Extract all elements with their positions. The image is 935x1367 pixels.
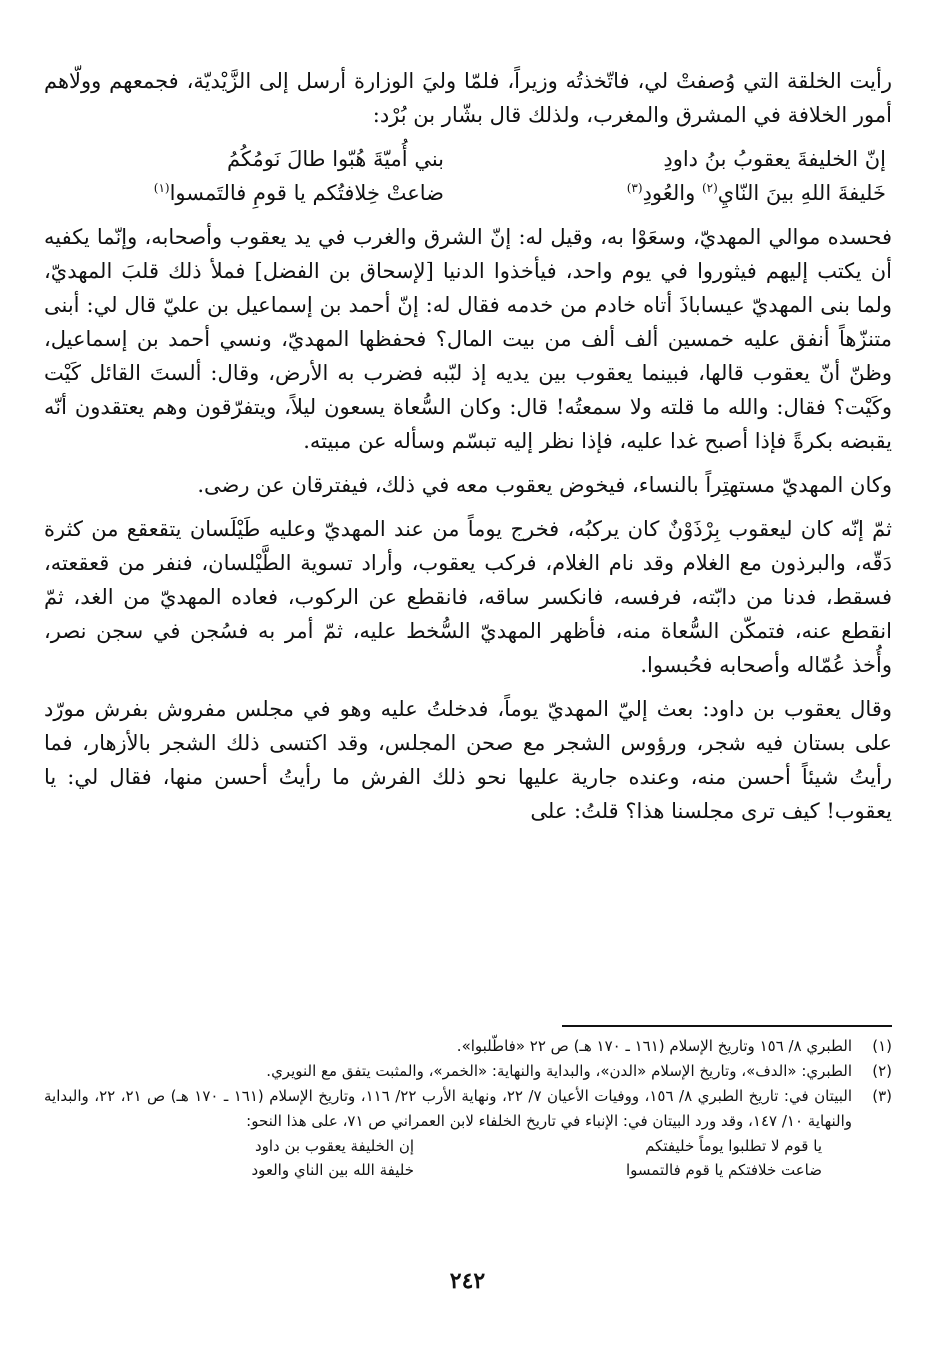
poem-line-2-second-hemistich	[104, 176, 444, 210]
poem-line-2-first-hemistich	[546, 176, 886, 210]
poem-line-2-first-text: خَليفةَ اللهِ بينَ النّايِ	[717, 181, 886, 205]
main-text	[44, 64, 892, 838]
footnote-2	[44, 1059, 892, 1084]
page-number: ٢٤٢	[449, 1268, 486, 1294]
footnote-verse-line-1	[44, 1134, 852, 1158]
footnote-verse-2-second: خليفة الله بين الناي والعود	[251, 1161, 414, 1179]
footnote-2-text: الطبري: «الدف»، وتاريخ الإسلام «الدن»، والبداية والنهاية: «الخمر»، والمثبت يتفق مع النويري.	[266, 1062, 852, 1080]
paragraph-5: وقال يعقوب بن داود: بعث إليّ المهديّ يوماً، فدخلتُ عليه وهو في مجلس مفروش بفرش مورّد على بستان فيه شجر، ورؤوس الشجر مع صحن المجلس، وقد اكتسى ذلك الشجر بالأزهار، فما رأيتُ شيئاً أحسن منه، وعنده جارية عليها نحو ذلك الفرش ما رأيتُ أحسن منها، فقال لي: يا يعقوب! كيف ترى مجلسنا هذا؟ قلتُ: على	[44, 697, 892, 823]
paragraph-2: فحسده موالي المهديّ، وسعَوْا به، وقيل له: إنّ الشرق والغرب في يد يعقوب وأصحابه، وإنّما يكفيه أن يكتب إليهم فيثوروا في يوم واحد، فيأخذوا الدنيا [لإسحاق بن الفضل] فملأ ذلك قلبَ المهديّ، ولما بنى المهديّ عيساباذَ أتاه خادم من خدمه فقال له: إنّ أحمد بن إسماعيل بن عليّ قال لي: أبنى متنزّهاً أنفق عليه خمسين ألف ألف من بيت المال؟ فحفظها المهديّ، ونسي أحمد بن إسماعيل، وظنّ أنّ يعقوب قالها، فبينما يعقوب بين يديه إذ لبّبه فضرب به الأرض، وقال: ألستَ القائل كَيْت وكَيْت؟ فقال: والله ما قلته ولا سمعتُه! قال: وكان السُّعاة يسعون ليلاً، ويتفرّقون وهم يعتقدون أنّه يقبضه بكرةً فإذا أصبح غدا عليه، فإذا نظر إليه تبسّم وسأله عن مبيته.	[44, 225, 892, 453]
footnote-3-text: البيتان في: تاريخ الطبري ٨/ ١٥٦، ووفيات الأعيان ٧/ ٢٢، ونهاية الأرب ٢٢/ ١١٦، وتاريخ الإسلام (١٦١ ـ ١٧٠ هـ) ص ٢١، ٢٢، والبداية والنهاية ١٠/ ١٤٧، وقد ورد البيتان في: الإنباء في تاريخ الخلفاء لابن العمراني ص ٧١، على هذا النحو:	[44, 1087, 852, 1130]
footnote-ref-3: (٣)	[626, 181, 643, 195]
footnotes	[44, 1034, 892, 1182]
poem-line-2-second-text: ضاعتْ خِلافتُكم يا قومِ فالتَمسوا	[169, 181, 444, 205]
poem-line-1-first-hemistich: إنّ الخليفةَ يعقوبُ بنُ داودِ	[663, 147, 886, 171]
poem	[44, 142, 892, 210]
footnote-verse-1-second: إن الخليفة يعقوب بن داود	[254, 1137, 414, 1155]
footnote-3-verse	[44, 1134, 892, 1182]
footnote-verse-2-first: ضاعت خلافتكم يا قوم فالتمسوا	[625, 1161, 822, 1179]
footnote-divider	[562, 1025, 892, 1027]
footnote-1-number: (١)	[872, 1037, 892, 1055]
poem-line-2-first-end: والعُودِ	[642, 181, 696, 205]
footnote-ref-1: (١)	[153, 181, 170, 195]
poem-line-1-second-hemistich: بني أُميّةَ هُبّوا طالَ نَومُكُمُ	[226, 147, 444, 171]
footnote-3-number: (٣)	[872, 1087, 892, 1105]
footnote-verse-line-2	[44, 1158, 852, 1182]
footnote-verse-1-first: يا قوم لا تطلبوا يوماً خليفتكم	[645, 1137, 822, 1155]
footnote-1-text: الطبري ٨/ ١٥٦ وتاريخ الإسلام (١٦١ ـ ١٧٠ هـ) ص ٢٢ «فاطّلبوا».	[456, 1037, 852, 1055]
footnote-3	[44, 1084, 892, 1134]
footnote-ref-2: (٢)	[701, 181, 718, 195]
paragraph-3: وكان المهديّ مستهتِراً بالنساء، فيخوض يعقوب معه في ذلك، فيفترقان عن رضى.	[197, 473, 892, 497]
footnote-1	[44, 1034, 892, 1059]
poem-line-1	[44, 142, 892, 176]
paragraph-4: ثمّ إنّه كان ليعقوب بِرْذَوْنٌ كان يركبُه، فخرج يوماً من عند المهديّ وعليه طَيْلَسان يتقعقع من كثرة دَقّه، والبرذون مع الغلام وقد نام الغلام، فركب يعقوب، وأراد تسوية الطَّيْلسان، فنفر من قعقعته، فسقط، فدنا من دابّته، فرفسه، فانكسر ساقه، فانقطع عن الركوب، فعاده المهديّ من الغد، ثمّ انقطع عنه، فتمكّن السُّعاة منه، فأظهر المهديّ السُّخط عليه، ثمّ أمر به فسُجن في سجن نصر، وأُخذ عُمّاله وأصحابه فحُبسوا.	[44, 517, 892, 677]
paragraph-1: رأيت الخلقة التي وُصفتْ لي، فاتّخذتُه وزيراً، فلمّا وليَ الوزارة أرسل إلى الزَّيْديّة، فجمعهم وولّاهم أمور الخلافة في المشرق والمغرب، ولذلك قال بشّار بن بُرْد:	[44, 69, 892, 127]
poem-line-2	[44, 176, 892, 210]
footnote-2-number: (٢)	[872, 1062, 892, 1080]
